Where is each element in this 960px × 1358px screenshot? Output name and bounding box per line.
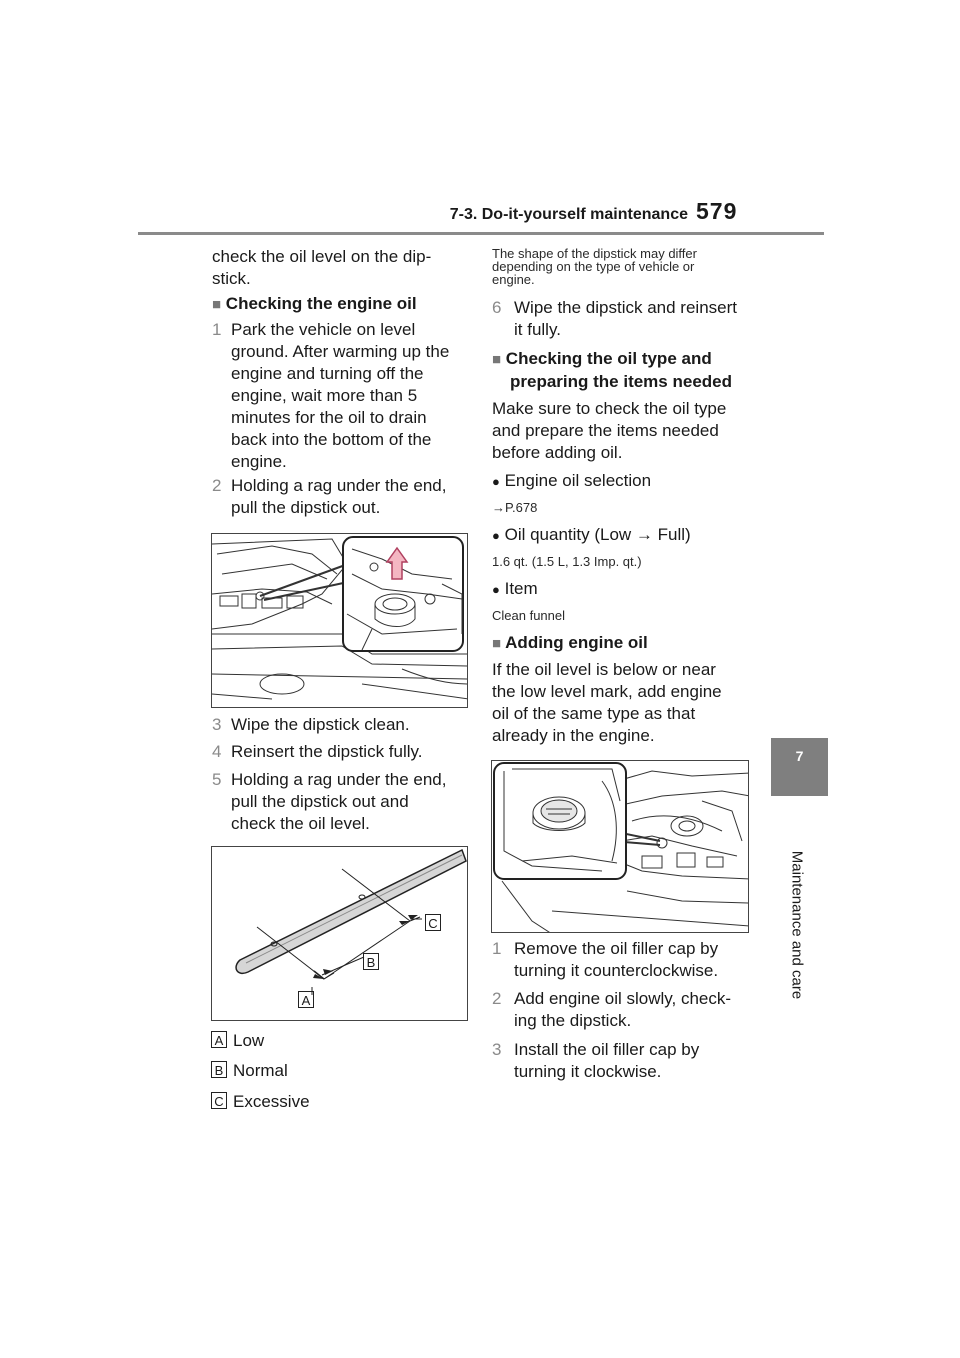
step-line: Remove the oil filler cap by <box>514 939 719 958</box>
heading-oil-type <box>492 348 732 393</box>
step-line: engine and turning off the <box>231 364 424 383</box>
paragraph-line: the low level mark, add engine <box>492 682 722 701</box>
heading-line: Checking the oil type and <box>505 349 712 368</box>
intro-line-1: check the oil level on the dip- <box>212 247 432 266</box>
step-1 <box>212 319 472 479</box>
legend-text-excessive: Excessive <box>233 1092 310 1111</box>
step-line: ground. After warming up the <box>231 342 450 361</box>
bullet-label: Oil quantity (Low → Full) <box>504 525 691 544</box>
step-number: 2 <box>492 989 502 1008</box>
step-number: 3 <box>492 1040 502 1059</box>
chapter-title <box>773 830 821 1020</box>
intro-line-2: stick. <box>212 269 251 288</box>
paragraph-line: already in the engine. <box>492 726 655 745</box>
legend-key-c: C <box>211 1092 227 1109</box>
engine-bay-illustration <box>212 534 468 708</box>
step-number: 5 <box>212 770 222 789</box>
step-line: back into the bottom of the <box>231 430 432 449</box>
bullet-dot-icon: ● <box>492 474 500 489</box>
bullet-dot-icon: ● <box>492 582 500 597</box>
note-dipstick-shape <box>492 247 697 286</box>
legend-text-normal: Normal <box>233 1061 288 1080</box>
step-number: 1 <box>492 939 502 958</box>
prep-paragraph <box>492 398 726 464</box>
add-step-2 <box>492 988 762 1032</box>
figure-label-b: B <box>363 953 379 970</box>
bullet-detail-item: Clean funnel <box>492 608 565 623</box>
step-4 <box>212 741 472 763</box>
figure-label-a: A <box>298 991 314 1008</box>
step-line: Holding a rag under the end, <box>231 770 447 789</box>
legend-key-b: B <box>211 1061 227 1078</box>
paragraph-line: If the oil level is below or near <box>492 660 716 679</box>
step-5 <box>212 769 472 835</box>
step-text <box>231 319 449 473</box>
step-line: pull the dipstick out and <box>231 792 409 811</box>
add-step-3 <box>492 1039 762 1083</box>
paragraph-line: before adding oil. <box>492 443 623 462</box>
paragraph-line: Make sure to check the oil type <box>492 399 727 418</box>
heading-checking-engine-oil <box>212 293 417 316</box>
step-line: Wipe the dipstick and reinsert <box>514 298 737 317</box>
paragraph-line: oil of the same type as that <box>492 704 696 723</box>
step-text: Wipe the dipstick clean. <box>231 715 410 734</box>
bullet-engine-oil-selection <box>492 470 651 493</box>
step-line: pull the dipstick out. <box>231 498 381 517</box>
chapter-tab <box>771 738 828 796</box>
dipstick-illustration <box>212 847 468 1021</box>
step-line: ing the dipstick. <box>514 1011 632 1030</box>
bullet-oil-quantity <box>492 524 691 547</box>
step-line: it fully. <box>514 320 561 339</box>
step-line: Holding a rag under the end, <box>231 476 447 495</box>
bullet-detail-quantity: 1.6 qt. (1.5 L, 1.3 Imp. qt.) <box>492 554 642 569</box>
bullet-label: Engine oil selection <box>504 471 652 490</box>
step-number: 3 <box>212 715 222 734</box>
step-6 <box>492 297 762 341</box>
section-title: 7-3. Do-it-yourself maintenance <box>449 206 688 223</box>
step-number: 6 <box>492 298 502 317</box>
step-text <box>514 988 731 1032</box>
bullet-label: Item <box>504 579 538 598</box>
step-text <box>231 769 447 835</box>
square-bullet-icon: ■ <box>492 351 502 368</box>
figure-dipstick-location <box>211 533 468 708</box>
adding-paragraph <box>492 659 722 747</box>
step-line: turning it clockwise. <box>514 1062 662 1081</box>
heading-adding-engine-oil <box>492 632 648 655</box>
step-line: turning it counterclockwise. <box>514 961 719 980</box>
legend-key-a: A <box>211 1031 227 1048</box>
square-bullet-icon: ■ <box>212 296 222 313</box>
step-3 <box>212 714 472 736</box>
step-text <box>514 1039 699 1083</box>
step-line: check the oil level. <box>231 814 370 833</box>
note-line: The shape of the dipstick may differ <box>492 246 697 261</box>
step-text: Reinsert the dipstick fully. <box>231 742 423 761</box>
header-rule <box>138 232 824 235</box>
legend-text-low: Low <box>233 1031 265 1050</box>
bullet-item <box>492 578 538 601</box>
bullet-detail-page-ref: →P.678 <box>492 500 538 515</box>
step-line: engine. <box>231 452 287 471</box>
figure-dipstick-levels <box>211 846 468 1021</box>
square-bullet-icon: ■ <box>492 635 502 652</box>
heading-line: preparing the items needed <box>510 372 732 391</box>
engine-filler-illustration <box>492 761 749 933</box>
figure-label-c: C <box>425 914 441 931</box>
step-number: 2 <box>212 476 222 495</box>
paragraph-line: and prepare the items needed <box>492 421 719 440</box>
step-text <box>514 297 737 341</box>
step-2 <box>212 475 472 523</box>
step-line: engine, wait more than 5 <box>231 386 418 405</box>
heading-text: Checking the engine oil <box>225 294 417 313</box>
step-line: Install the oil filler cap by <box>514 1040 700 1059</box>
step-text <box>514 938 718 982</box>
figure-oil-filler-cap <box>491 760 749 933</box>
step-text <box>231 475 447 519</box>
step-number: 1 <box>212 320 222 339</box>
step-line: Add engine oil slowly, check- <box>514 989 732 1008</box>
note-line: depending on the type of vehicle or <box>492 259 695 274</box>
add-step-1 <box>492 938 762 982</box>
chapter-number: 7 <box>795 748 804 764</box>
step-line: Park the vehicle on level <box>231 320 416 339</box>
bullet-dot-icon: ● <box>492 528 500 543</box>
note-line: engine. <box>492 272 535 287</box>
step-number: 4 <box>212 742 222 761</box>
chapter-title-text: Maintenance and care <box>788 850 806 1000</box>
page-number: 579 <box>696 198 738 224</box>
heading-text: Adding engine oil <box>505 633 648 652</box>
step-line: minutes for the oil to drain <box>231 408 427 427</box>
